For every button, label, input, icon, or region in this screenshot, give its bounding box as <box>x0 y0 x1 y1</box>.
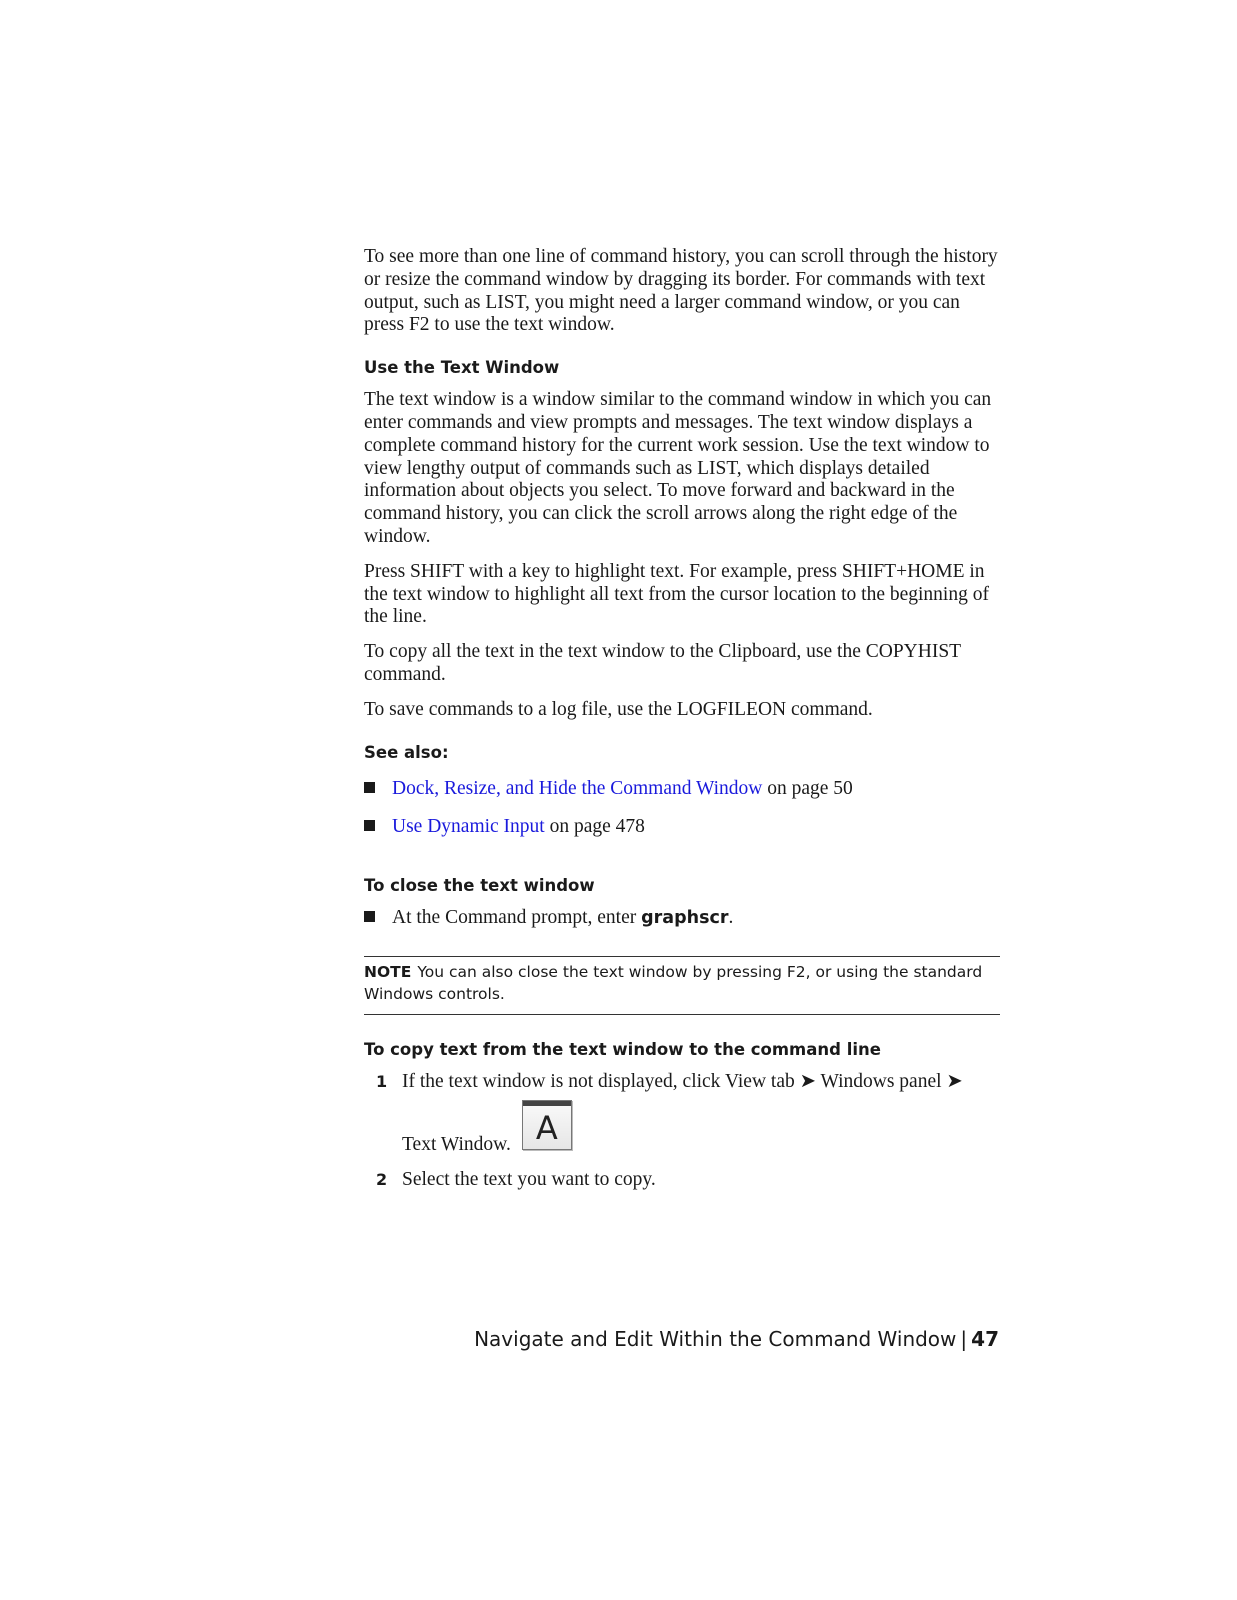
step-2-text: Select the text you want to copy. <box>402 1168 656 1190</box>
icon-glyph: A <box>535 1108 558 1147</box>
note-label: NOTE <box>364 962 412 981</box>
link-dock-resize-hide[interactable]: Dock, Resize, and Hide the Command Window <box>392 777 763 799</box>
copyhist-paragraph: To copy all the text in the text window to the Clipboard, use the COPYHIST command. <box>364 641 961 685</box>
step-2 <box>364 1169 1000 1192</box>
text-window-icon[interactable] <box>522 1100 572 1150</box>
page-footer <box>474 1325 999 1353</box>
page-body <box>364 246 1000 1191</box>
see-also-text <box>392 778 853 801</box>
step-1-line-b: Text Window. A <box>402 1100 963 1157</box>
step-1-content <box>402 1071 963 1157</box>
close-instruction: At the Command prompt, enter graphscr. <box>392 907 734 929</box>
step-1 <box>364 1071 1000 1157</box>
step-1-line-a: If the text window is not displayed, click View tab ➤ Windows panel ➤ <box>402 1070 963 1092</box>
section-heading-use-text-window: Use the Text Window <box>364 358 560 378</box>
bullet-square-icon <box>364 782 375 793</box>
see-also-text <box>392 816 645 839</box>
note-box <box>364 956 1000 1015</box>
link-page-ref: on page 478 <box>544 816 645 838</box>
bullet-square-icon <box>364 820 375 831</box>
command-graphscr: graphscr <box>641 908 729 929</box>
intro-paragraph: To see more than one line of command history, you can scroll through the history or resize the command window by dragging its border. For commands with text output, such as LIST, you might need a larger command window, or you can press F2 to use the text window. <box>364 246 998 336</box>
text-window-description: The text window is a window similar to the command window in which you can enter commands and view prompts and messages. The text window displays a complete command history for the current work session. Use the text window to view lengthy output of commands such as LIST, which displays detailed information about objects you select. To move forward and backward in the command history, you can click the scroll arrows along the right edge of the window. <box>364 389 992 547</box>
footer-title: Navigate and Edit Within the Command Window <box>474 1327 957 1351</box>
see-also-heading: See also: <box>364 742 449 762</box>
step-number: 1 <box>376 1071 388 1091</box>
see-also-item <box>364 816 1000 839</box>
link-page-ref: on page 50 <box>762 777 853 799</box>
logfileon-paragraph: To save commands to a log file, use the LOGFILEON command. <box>364 698 873 720</box>
close-text-window-heading: To close the text window <box>364 876 595 896</box>
see-also-item <box>364 778 1000 801</box>
step-number: 2 <box>376 1169 388 1189</box>
page-number: 47 <box>971 1327 999 1351</box>
close-bullet <box>364 907 1000 930</box>
note-text: You can also close the text window by pressing F2, or using the standard Windows controls. <box>364 962 983 1004</box>
copy-text-heading: To copy text from the text window to the command line <box>364 1039 881 1059</box>
link-use-dynamic-input[interactable]: Use Dynamic Input <box>392 816 545 838</box>
footer-separator: | <box>960 1327 968 1351</box>
icon-title-bar <box>523 1101 571 1106</box>
bullet-square-icon <box>364 911 375 922</box>
shift-highlight-paragraph: Press SHIFT with a key to highlight text. For example, press SHIFT+HOME in the text window to highlight all text from the cursor location to the beginning of the line. <box>364 560 989 628</box>
